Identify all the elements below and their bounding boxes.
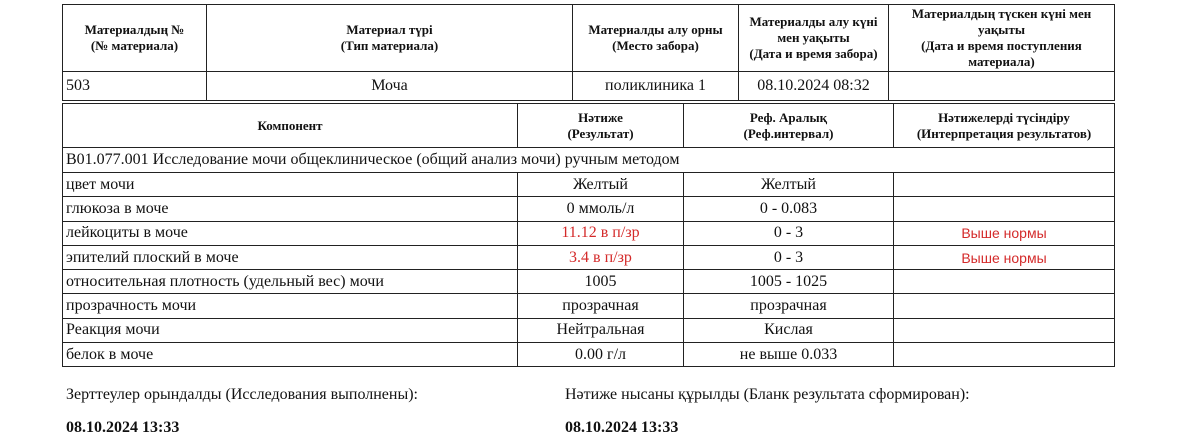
header-material-type: Материал түрі (Тип материала): [207, 5, 573, 72]
result-interpretation: [894, 270, 1115, 294]
result-row: [63, 343, 1115, 367]
result-row: [63, 270, 1115, 294]
result-interpretation: [894, 318, 1115, 342]
result-interpretation: [894, 173, 1115, 197]
header-material-number: Материалдың № (№ материала): [63, 5, 207, 72]
result-name: Реакция мочи: [63, 318, 518, 342]
results-header-row: [63, 104, 1115, 148]
material-value-row: [63, 72, 1115, 101]
result-reference: не выше 0.033: [684, 343, 894, 367]
header-component: Компонент: [63, 104, 518, 148]
result-reference: Кислая: [684, 318, 894, 342]
result-reference: Желтый: [684, 173, 894, 197]
result-interpretation: Выше нормы: [894, 245, 1115, 269]
result-row: [63, 197, 1115, 221]
result-interpretation: [894, 197, 1115, 221]
section-row: [63, 148, 1115, 173]
section-title: B01.077.001 Исследование мочи общеклиническое (общий анализ мочи) ручным методом: [63, 148, 1115, 173]
collection-datetime: 08.10.2024 08:32: [739, 72, 889, 101]
studies-done-label: Зерттеулер орындалды (Исследования выполнены):: [66, 386, 418, 403]
header-collection-datetime: Материалды алу күні мен уақыты (Дата и время забора): [739, 5, 889, 72]
result-reference: 0 - 0.083: [684, 197, 894, 221]
header-reference: Реф. Аралық (Реф.интервал): [684, 104, 894, 148]
header-collection-place: Материалды алу орны (Место забора): [573, 5, 739, 72]
result-interpretation: Выше нормы: [894, 221, 1115, 245]
results-table: [62, 103, 1115, 367]
result-reference: прозрачная: [684, 294, 894, 318]
result-name: прозрачность мочи: [63, 294, 518, 318]
result-interpretation: [894, 294, 1115, 318]
form-generated-date: 08.10.2024 13:33: [565, 419, 679, 436]
header-result: Нәтиже (Результат): [518, 104, 684, 148]
result-reference: 0 - 3: [684, 221, 894, 245]
result-name: цвет мочи: [63, 173, 518, 197]
header-received-datetime: Материалдың түскен күні мен уақыты (Дата и время поступления материала): [889, 5, 1115, 72]
material-header-row: [63, 5, 1115, 72]
received-datetime: [889, 72, 1115, 101]
collection-place: поликлиника 1: [573, 72, 739, 101]
result-name: глюкоза в моче: [63, 197, 518, 221]
form-generated-label: Нәтиже нысаны құрылды (Бланк результата сформирован):: [565, 386, 970, 403]
result-value: Желтый: [518, 173, 684, 197]
studies-done-date: 08.10.2024 13:33: [66, 419, 180, 436]
result-row: [63, 294, 1115, 318]
result-name: лейкоциты в моче: [63, 221, 518, 245]
result-value: 0.00 г/л: [518, 343, 684, 367]
result-value: 11.12 в п/зр: [518, 221, 684, 245]
result-interpretation: [894, 343, 1115, 367]
result-reference: 1005 - 1025: [684, 270, 894, 294]
material-info-table: [62, 4, 1115, 101]
result-name: эпителий плоский в моче: [63, 245, 518, 269]
result-row: [63, 318, 1115, 342]
result-row: [63, 245, 1115, 269]
result-value: прозрачная: [518, 294, 684, 318]
result-reference: 0 - 3: [684, 245, 894, 269]
result-row: [63, 221, 1115, 245]
result-value: Нейтральная: [518, 318, 684, 342]
result-name: белок в моче: [63, 343, 518, 367]
material-type: Моча: [207, 72, 573, 101]
result-name: относительная плотность (удельный вес) мочи: [63, 270, 518, 294]
header-interpretation: Нәтижелерді түсіндіру (Интерпретация результатов): [894, 104, 1115, 148]
result-value: 0 ммоль/л: [518, 197, 684, 221]
result-row: [63, 173, 1115, 197]
result-value: 3.4 в п/зр: [518, 245, 684, 269]
material-number: 503: [63, 72, 207, 101]
result-value: 1005: [518, 270, 684, 294]
